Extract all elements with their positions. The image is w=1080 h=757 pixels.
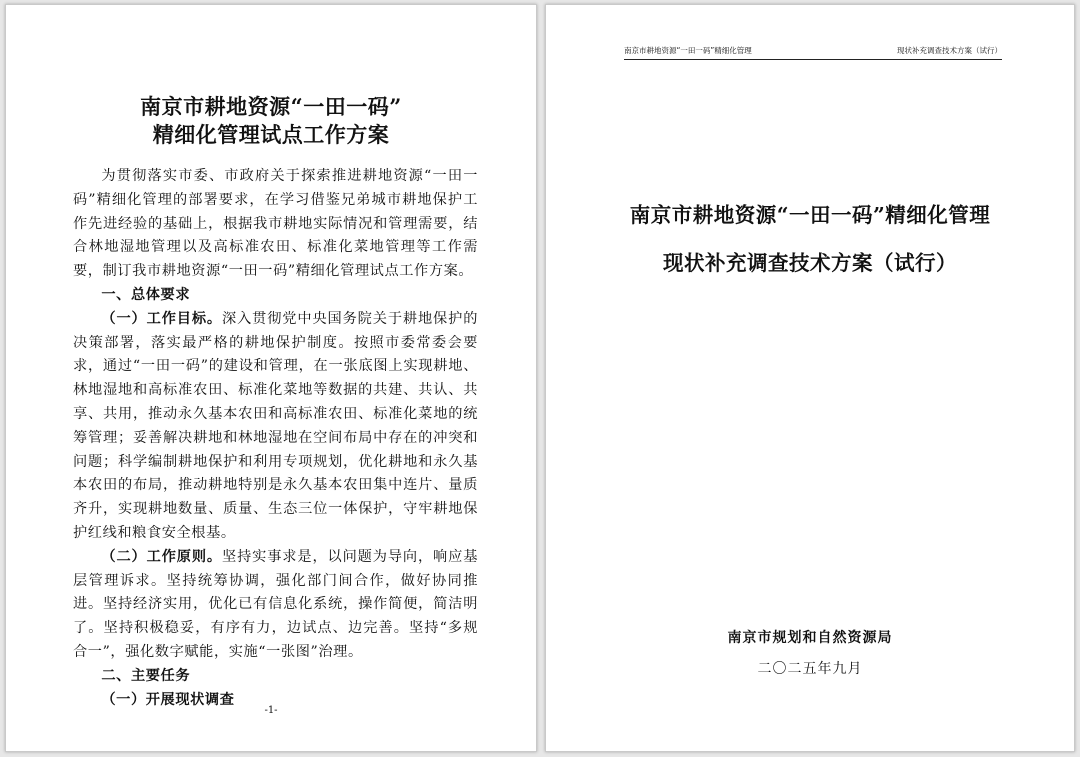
cover-title-line2: 现状补充调查技术方案（试行） [663,251,957,275]
work-goal-paragraph [73,308,478,546]
running-header-right: 现状补充调查技术方案（试行） [897,46,1002,55]
issuer-name: 南京市规划和自然资源局 [727,630,893,646]
document-page-right [545,4,1075,752]
running-header-left: 南京市耕地资源“一田一码”精细化管理 [624,46,752,55]
document-body [73,165,478,712]
page-number: -1- [264,705,278,716]
running-header [624,45,1002,60]
document-title-line2: 精细化管理试点工作方案 [152,122,390,147]
subsection-heading-survey: （一）开展现状调查 [101,691,235,708]
work-principle-paragraph [73,546,478,665]
work-goal-label: （一）工作目标。 [101,310,222,327]
work-principle-label: （二）工作原则。 [101,548,222,565]
issue-date: 二〇二五年九月 [757,661,863,677]
cover-title-line1: 南京市耕地资源“一田一码”精细化管理 [629,203,991,227]
section-heading-main-tasks: 二、主要任务 [101,667,191,684]
document-title-line1: 南京市耕地资源“一田一码” [140,94,402,119]
intro-paragraph: 为贯彻落实市委、市政府关于探索推进耕地资源“一田一码”精细化管理的部署要求，在学习借鉴兄弟城市耕地保护工作先进经验的基础上，根据我市耕地实际情况和管理需要，结合林地湿地管理以及高标准农田、标准化菜地管理等工作需要，制订我市耕地资源“一田一码”精细化管理试点工作方案。 [73,168,478,280]
work-principle-text: 坚持实事求是，以问题为导向，响应基层管理诉求。坚持统筹协调，强化部门间合作，做好协同推进。坚持经济实用，优化已有信息化系统，操作简便，简洁明了。坚持积极稳妥，有序有力，边试点、边完善。坚持“多规合一”，强化数字赋能，实施“一张图”治理。 [73,548,478,660]
document-page-left [5,4,537,752]
work-goal-text: 深入贯彻党中央国务院关于耕地保护的决策部署，落实最严格的耕地保护制度。按照市委常委会要求，通过“一田一码”的建设和管理，在一张底图上实现耕地、林地湿地和高标准农田、标准化菜地等数据的共建、共认、共享、共用，推动永久基本农田和高标准农田、标准化菜地的统筹管理；妥善解决耕地和林地湿地在空间布局中存在的冲突和问题；科学编制耕地保护和利用专项规划，优化耕地和永久基本农田的布局，推动耕地特别是永久基本农田集中连片、量质齐升，实现耕地数量、质量、生态三位一体保护，守牢耕地保护红线和粮食安全根基。 [73,310,478,541]
section-heading-general-requirements: 一、总体要求 [101,286,191,303]
